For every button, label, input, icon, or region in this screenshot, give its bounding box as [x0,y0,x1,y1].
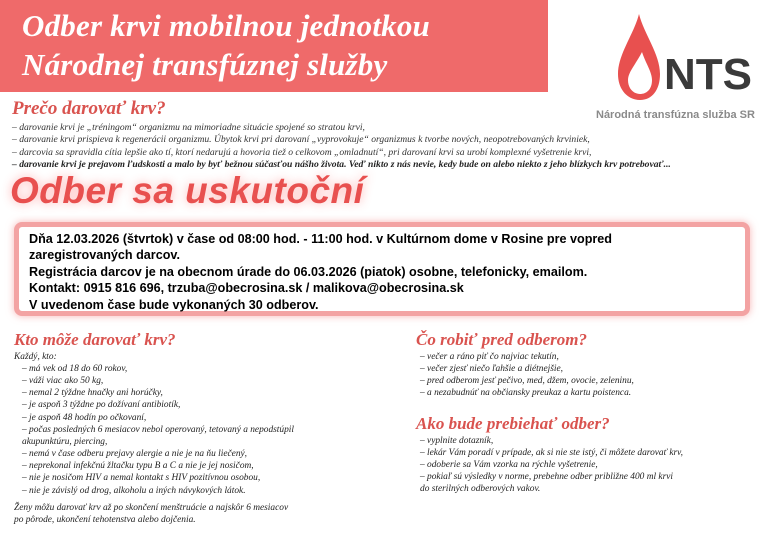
section-spacer [416,400,756,414]
list-item: – váži viac ako 50 kg, [22,376,104,387]
list-item: – večer a ráno piť čo najviac tekutín, [420,352,559,362]
logo-subtitle: Národná transfúzna služba SR [596,109,755,121]
list-item: – pred odberom jesť pečivo, med, džem, ovocie, zeleninu, [420,376,634,387]
header-title-line2: Národnej transfúznej služby [22,47,388,82]
why-donate-title: Prečo darovať krv? [12,98,166,119]
list-item: – nemal 2 týždne hnačky ani horúčky, [22,388,163,399]
list-item: – je aspoň 3 týždne po dožívaní antibiotík, [22,400,181,411]
list-item: – je aspoň 48 hodín po očkovaní, [22,412,147,423]
list-item: – darovanie krvi prispieva k regenerácii organizmu. Úbytok krvi pri darovaní „vyprovokuje“ organizmus k tvorbe nových, neopotrebovaných krviniek, [12,134,590,146]
who-can-donate-section [14,330,394,526]
who-can-donate-title: Kto môže darovať krv? [14,330,176,349]
list-item: – darovanie krvi je prejavom ľudskosti a malo by byť bežnou súčasťou nášho života. Veď nikto z nás nevie, kedy bude on alebo niekto z jeho blízkych krv potrebovať... [12,159,671,171]
list-item: – nie je nosičom HIV a nemal kontakt s HIV pozitívnou osobou, [22,473,261,484]
list-item: – darcovia sa spravidla cítia lepšie ako tí, ktorí nedarujú a hovoria tiež o celkovom „omladnutí“, pri darovaní krvi sa urobí komplexné vyšetrenie krvi, [12,146,592,158]
donation-process-title: Ako bude prebiehať odber? [416,413,610,433]
list-item: do sterilných odberových vakov. [420,484,541,495]
header-title-line1: Odber krvi mobilnou jednotkou [22,8,430,43]
list-item: akupunktúru, piercing, [22,436,108,447]
preparation-section [416,330,756,495]
list-item: – pokiaľ sú výsledky v norme, prebehne odber približne 400 ml krvi [420,472,674,483]
donation-process-list [416,435,756,496]
women-note-line2: po pôrode, ukončení tehotenstva alebo dojčenia. [14,514,196,525]
women-note [14,502,394,526]
event-headline: Odber sa uskutoční [10,170,365,211]
blood-drop-icon [618,14,660,100]
event-date-line: Dňa 12.03.2026 (štvrtok) v čase od 08:00 hod. - 11:00 hod. v Kultúrnom dome v Rosine pre vopred [29,232,612,246]
nts-logo-text: NTS [664,50,752,99]
nts-logo [612,12,752,102]
list-item: – a nezabudnúť na občiansky preukaz a kartu poistenca. [420,388,632,399]
list-item: – nie je závislý od drog, alkoholu a iných návykových látok. [22,485,246,496]
list-item: – večer zjesť niečo ľahšie a diétnejšie, [420,364,563,375]
list-item: – darovanie krvi je „tréningom“ organizmu na mimoriadne situácie spojené so stratou krvi, [12,122,365,133]
who-can-donate-list [14,363,394,497]
list-item: – má vek od 18 do 60 rokov, [22,364,128,374]
before-donation-list [416,351,756,400]
list-item: – vyplnite dotazník, [420,435,494,446]
list-item: – počas posledných 6 mesiacov nebol operovaný, tetovaný a nepodstúpil [22,424,294,435]
contact-line: Kontakt: 0915 816 696, trzuba@obecrosina.sk / malikova@obecrosina.sk [29,281,464,296]
list-item: – nemá v čase odberu prejavy alergie a nie je na ňu liečený, [22,449,248,460]
header-banner [0,0,548,92]
list-item: – lekár Vám poradí v prípade, ak si nie ste istý, či môžete darovať krv, [420,447,683,458]
event-date-line-cont: zaregistrovaných darcov. [29,248,180,263]
women-note-line1: Ženy môžu darovať krv až po skončení menštruácie a najskôr 6 mesiacov [14,502,289,513]
list-item: – odoberie sa Vám vzorka na rýchle vyšetrenie, [420,459,598,470]
registration-line: Registrácia darcov je na obecnom úrade do 06.03.2026 (piatok) osobne, telefonicky, emailom. [29,264,588,279]
donation-count-line: V uvedenom čase bude vykonaných 30 odberov. [29,297,319,312]
before-donation-title: Čo robiť pred odberom? [416,330,588,349]
who-intro: Každý, kto: [14,352,57,362]
list-item: – neprekonal infekčnú žltačku typu B a C a nie je jej nosičom, [22,461,254,472]
event-info-box [14,222,750,316]
why-donate-list [12,122,757,172]
